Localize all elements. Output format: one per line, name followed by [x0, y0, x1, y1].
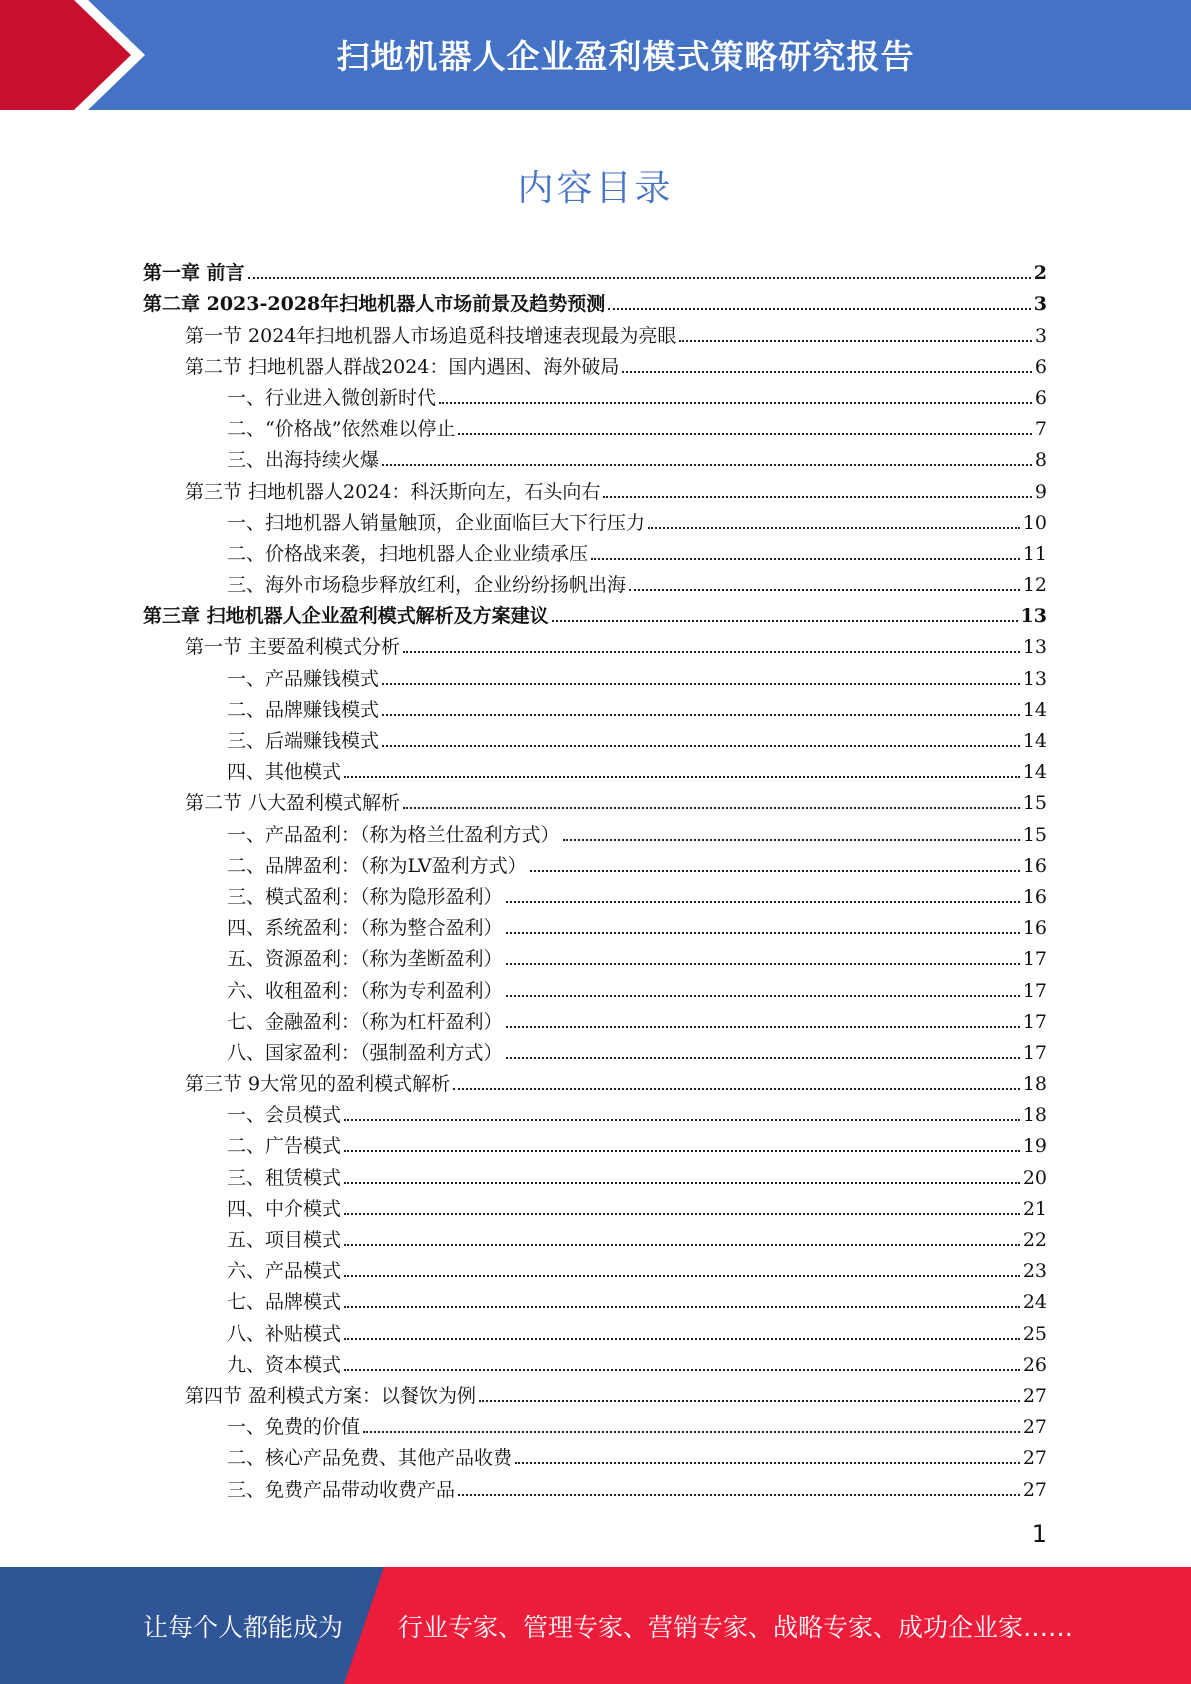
toc-subsection-entry[interactable] — [143, 1127, 1047, 1158]
report-title: 扫地机器人企业盈利模式策略研究报告 — [336, 36, 915, 76]
toc-entry-page-number: 25 — [1022, 1322, 1047, 1345]
toc-dot-leader — [506, 932, 1020, 934]
toc-entry-page-number: 26 — [1022, 1353, 1047, 1376]
toc-subsection-entry[interactable] — [143, 971, 1047, 1002]
toc-dot-leader — [344, 776, 1020, 778]
toc-dot-leader — [506, 1057, 1020, 1059]
toc-entry-title: 第四节 盈利模式方案：以餐饮为例 — [185, 1384, 477, 1407]
footer-banner — [0, 1567, 1191, 1684]
toc-subsection-entry[interactable] — [143, 1439, 1047, 1470]
toc-subsection-entry[interactable] — [143, 1470, 1047, 1501]
toc-entry-page-number: 13 — [1022, 667, 1047, 690]
toc-entry-title: 四、中介模式 — [227, 1197, 342, 1220]
toc-entry-page-number: 10 — [1022, 511, 1047, 534]
toc-chapter-entry[interactable] — [143, 597, 1047, 628]
toc-entry-title: 八、补贴模式 — [227, 1322, 342, 1345]
toc-subsection-entry[interactable] — [143, 1252, 1047, 1283]
toc-dot-leader — [530, 870, 1020, 872]
toc-dot-leader — [648, 527, 1020, 529]
toc-dot-leader — [506, 1026, 1020, 1028]
toc-entry-page-number: 9 — [1034, 480, 1047, 503]
toc-subsection-entry[interactable] — [143, 878, 1047, 909]
toc-section-entry[interactable] — [143, 628, 1047, 659]
toc-section-entry[interactable] — [143, 1377, 1047, 1408]
toc-entry-page-number: 15 — [1022, 823, 1047, 846]
toc-dot-leader — [515, 1462, 1020, 1464]
toc-subsection-entry[interactable] — [143, 379, 1047, 410]
toc-entry-title: 一、会员模式 — [227, 1104, 342, 1127]
toc-entry-page-number: 17 — [1022, 979, 1047, 1002]
toc-section-entry[interactable] — [143, 1065, 1047, 1096]
toc-entry-page-number: 23 — [1022, 1260, 1047, 1283]
toc-entry-page-number: 15 — [1022, 792, 1047, 815]
page-number: 1 — [1031, 1520, 1047, 1548]
toc-dot-leader — [363, 1431, 1020, 1433]
toc-entry-title: 三、模式盈利：（称为隐形盈利） — [227, 885, 503, 908]
toc-entry-page-number: 13 — [1020, 605, 1047, 628]
toc-subsection-entry[interactable] — [143, 815, 1047, 846]
toc-entry-title: 七、品牌模式 — [227, 1291, 342, 1314]
toc-entry-title: 四、系统盈利：（称为整合盈利） — [227, 917, 503, 940]
toc-entry-title: 三、后端赚钱模式 — [227, 730, 380, 752]
toc-entry-page-number: 18 — [1022, 1104, 1047, 1127]
toc-dot-leader — [382, 714, 1020, 716]
toc-entry-page-number: 27 — [1022, 1416, 1047, 1439]
footer-slogan-right: 行业专家、管理专家、营销专家、战略专家、成功企业家…… — [398, 1612, 1074, 1642]
toc-entry-page-number: 16 — [1022, 917, 1047, 940]
toc-dot-leader — [382, 683, 1020, 685]
toc-entry-page-number: 12 — [1022, 574, 1047, 597]
toc-dot-leader — [382, 745, 1020, 747]
toc-subsection-entry[interactable] — [143, 1034, 1047, 1065]
toc-entry-title: 五、资源盈利：（称为垄断盈利） — [227, 948, 503, 971]
toc-entry-title: 二、品牌盈利：（称为LV盈利方式） — [227, 854, 527, 877]
toc-subsection-entry[interactable] — [143, 410, 1047, 441]
toc-entry-title: 第三节 9大常见的盈利模式解析 — [185, 1073, 451, 1096]
toc-entry-title: 六、产品模式 — [227, 1260, 342, 1283]
toc-dot-leader — [344, 1369, 1020, 1371]
toc-subsection-entry[interactable] — [143, 566, 1047, 597]
toc-entry-page-number: 3 — [1033, 293, 1047, 316]
toc-entry-title: 第一节 2024年扫地机器人市场追觅科技增速表现最为亮眼 — [185, 324, 677, 347]
toc-subsection-entry[interactable] — [143, 722, 1047, 753]
toc-dot-leader — [458, 1494, 1020, 1496]
toc-entry-page-number: 2 — [1033, 262, 1047, 285]
toc-subsection-entry[interactable] — [143, 1283, 1047, 1314]
toc-entry-title: 四、其他模式 — [227, 761, 342, 784]
toc-entry-title: 二、广告模式 — [227, 1135, 342, 1158]
toc-entry-page-number: 3 — [1034, 324, 1047, 347]
toc-entry-title: 三、出海持续火爆 — [227, 449, 380, 472]
toc-entry-title: 三、租赁模式 — [227, 1166, 342, 1189]
toc-entry-page-number: 14 — [1022, 730, 1047, 752]
toc-dot-leader — [622, 371, 1032, 373]
toc-dot-leader — [344, 1275, 1020, 1277]
toc-dot-leader — [344, 1150, 1020, 1152]
toc-entry-title: 三、免费产品带动收费产品 — [227, 1478, 456, 1501]
toc-subsection-entry[interactable] — [143, 1408, 1047, 1439]
toc-subsection-entry[interactable] — [143, 1003, 1047, 1034]
toc-dot-leader — [506, 901, 1020, 903]
toc-dot-leader — [344, 1338, 1020, 1340]
toc-dot-leader — [344, 1306, 1020, 1308]
toc-entry-title: 九、资本模式 — [227, 1353, 342, 1376]
toc-dot-leader — [552, 620, 1018, 622]
toc-subsection-entry[interactable] — [143, 1346, 1047, 1377]
toc-entry-page-number: 17 — [1022, 1010, 1047, 1033]
toc-dot-leader — [344, 1119, 1020, 1121]
toc-entry-page-number: 6 — [1034, 386, 1047, 409]
toc-entry-title: 五、项目模式 — [227, 1229, 342, 1251]
toc-entry-title: 二、核心产品免费、其他产品收费 — [227, 1447, 513, 1470]
toc-dot-leader — [506, 995, 1020, 997]
toc-dot-leader — [382, 464, 1032, 466]
toc-subsection-entry[interactable] — [143, 909, 1047, 940]
toc-dot-leader — [479, 1400, 1020, 1402]
toc-subsection-entry[interactable] — [143, 535, 1047, 566]
toc-heading: 内容目录 — [517, 168, 674, 209]
header-banner — [0, 0, 1191, 110]
toc-dot-leader — [344, 1244, 1020, 1246]
toc-entry-title: 八、国家盈利：（强制盈利方式） — [227, 1041, 503, 1064]
toc-entry-page-number: 14 — [1022, 761, 1047, 784]
toc-dot-leader — [629, 589, 1020, 591]
toc-dot-leader — [608, 308, 1031, 310]
toc-section-entry[interactable] — [143, 472, 1047, 503]
toc-entry-page-number: 17 — [1022, 1041, 1047, 1064]
toc-dot-leader — [591, 558, 1020, 560]
toc-subsection-entry[interactable] — [143, 691, 1047, 722]
toc-entry-page-number: 17 — [1022, 948, 1047, 971]
toc-entry-title: 第一章 前言 — [143, 262, 245, 285]
toc-entry-page-number: 16 — [1022, 854, 1047, 877]
toc-entry-page-number: 22 — [1022, 1229, 1047, 1251]
toc-subsection-entry[interactable] — [143, 753, 1047, 784]
toc-subsection-entry[interactable] — [143, 1158, 1047, 1189]
toc-chapter-entry[interactable] — [143, 285, 1047, 316]
toc-section-entry[interactable] — [143, 784, 1047, 815]
toc-subsection-entry[interactable] — [143, 1314, 1047, 1345]
toc-entry-title: 一、扫地机器人销量触顶，企业面临巨大下行压力 — [227, 511, 646, 534]
toc-subsection-entry[interactable] — [143, 441, 1047, 472]
toc-dot-leader — [403, 651, 1020, 653]
toc-dot-leader — [563, 839, 1020, 841]
toc-subsection-entry[interactable] — [143, 1221, 1047, 1252]
toc-dot-leader — [603, 496, 1032, 498]
toc-entry-page-number: 27 — [1022, 1447, 1047, 1470]
toc-entry-title: 一、免费的价值 — [227, 1416, 361, 1439]
toc-entry-page-number: 14 — [1022, 698, 1047, 721]
toc-dot-leader — [506, 963, 1020, 965]
toc-dot-leader — [344, 1213, 1020, 1215]
toc-chapter-entry[interactable] — [143, 254, 1047, 285]
toc-dot-leader — [458, 433, 1031, 435]
toc-entry-title: 六、收租盈利：（称为专利盈利） — [227, 979, 503, 1002]
toc-entry-page-number: 27 — [1022, 1384, 1047, 1407]
toc-dot-leader — [439, 402, 1032, 404]
toc-entry-page-number: 20 — [1022, 1166, 1047, 1189]
footer-slogan-left: 让每个人都能成为 — [143, 1612, 344, 1642]
toc-entry-title: 第二节 八大盈利模式解析 — [185, 792, 401, 815]
toc-entry-title: 二、品牌赚钱模式 — [227, 698, 380, 721]
toc-subsection-entry[interactable] — [143, 659, 1047, 690]
toc-entry-page-number: 13 — [1022, 636, 1047, 659]
toc-dot-leader — [344, 1182, 1020, 1184]
toc-entry-title: 七、金融盈利：（称为杠杆盈利） — [227, 1010, 503, 1033]
toc-subsection-entry[interactable] — [143, 504, 1047, 535]
toc-dot-leader — [403, 807, 1020, 809]
table-of-contents — [143, 254, 1047, 1502]
toc-entry-page-number: 21 — [1022, 1197, 1047, 1220]
toc-entry-page-number: 24 — [1022, 1291, 1047, 1314]
toc-section-entry[interactable] — [143, 316, 1047, 347]
toc-dot-leader — [453, 1088, 1020, 1090]
toc-entry-page-number: 18 — [1022, 1073, 1047, 1096]
toc-entry-page-number: 27 — [1022, 1478, 1047, 1501]
header-red-chevron-decoration — [0, 0, 150, 110]
toc-entry-title: 第二章 2023-2028年扫地机器人市场前景及趋势预测 — [143, 293, 606, 316]
toc-entry-page-number: 16 — [1022, 885, 1047, 908]
toc-subsection-entry[interactable] — [143, 1096, 1047, 1127]
toc-entry-page-number: 19 — [1022, 1135, 1047, 1158]
toc-entry-page-number: 8 — [1034, 449, 1047, 472]
toc-dot-leader — [679, 340, 1032, 342]
toc-entry-title: 第三章 扫地机器人企业盈利模式解析及方案建议 — [143, 605, 549, 628]
toc-subsection-entry[interactable] — [143, 847, 1047, 878]
toc-section-entry[interactable] — [143, 348, 1047, 379]
toc-entry-title: 一、产品盈利：（称为格兰仕盈利方式） — [227, 823, 560, 846]
toc-subsection-entry[interactable] — [143, 940, 1047, 971]
toc-dot-leader — [248, 277, 1031, 279]
toc-entry-page-number: 7 — [1034, 418, 1047, 441]
toc-entry-page-number: 11 — [1022, 542, 1047, 565]
toc-entry-title: 二、价格战来袭，扫地机器人企业业绩承压 — [227, 542, 589, 565]
toc-entry-title: 一、产品赚钱模式 — [227, 667, 380, 690]
toc-entry-title: 一、行业进入微创新时代 — [227, 386, 437, 409]
toc-entry-title: 三、海外市场稳步释放红利，企业纷纷扬帆出海 — [227, 574, 627, 597]
toc-entry-title: 二、“价格战”依然难以停止 — [227, 418, 456, 441]
toc-entry-page-number: 6 — [1034, 355, 1047, 378]
toc-entry-title: 第三节 扫地机器人2024：科沃斯向左，石头向右 — [185, 480, 601, 503]
toc-subsection-entry[interactable] — [143, 1190, 1047, 1221]
toc-entry-title: 第一节 主要盈利模式分析 — [185, 636, 401, 659]
toc-entry-title: 第二节 扫地机器人群战2024：国内遇困、海外破局 — [185, 355, 620, 378]
